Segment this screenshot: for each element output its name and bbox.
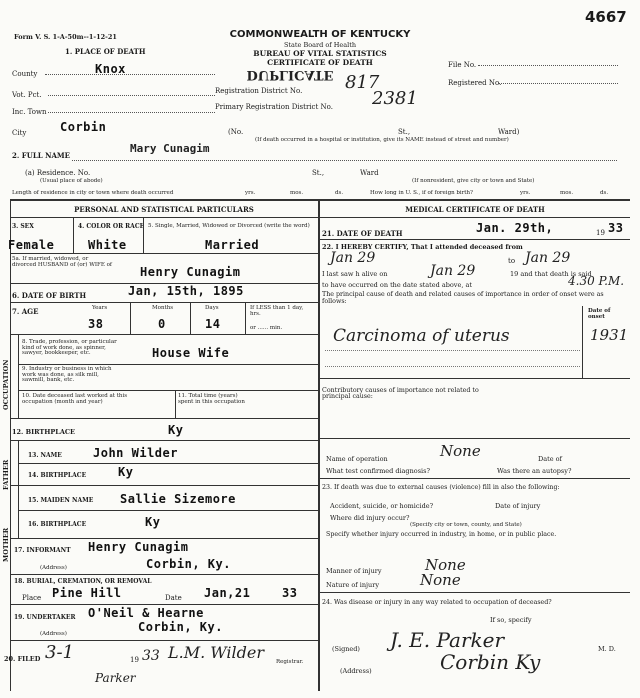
rule-15 (10, 604, 318, 605)
rule-r-cause1 (325, 350, 580, 351)
marital-value: Married (205, 238, 260, 252)
sex-value: Female (8, 238, 55, 252)
contributory-label: Contributory causes of importance not related to principal cause: (322, 387, 479, 401)
spouse-value: Henry Cunagim (140, 265, 241, 279)
filed-value: 3-1 (45, 642, 74, 663)
manner-value: None (425, 556, 466, 574)
st-label: St., (398, 128, 411, 136)
rule-r6 (320, 592, 630, 593)
left-border (10, 199, 11, 691)
external-label: 23. If death was due to external causes (violence) fill in also the following: (322, 484, 560, 491)
burial-date-value: Jan,21 (204, 586, 251, 600)
color-label: 4. COLOR OR RACE (78, 223, 145, 230)
inc-town-line (48, 112, 215, 113)
residence-label: (a) Residence. No. (25, 169, 91, 177)
md-label: M. D. (598, 645, 616, 653)
if-so-label: If so, specify (490, 616, 532, 624)
nature-label: Nature of injury (326, 581, 380, 589)
operation-value: None (440, 442, 481, 460)
full-name-label: 2. FULL NAME (12, 151, 71, 160)
bureau-heading: BUREAU OF VITAL STATISTICS (253, 49, 387, 58)
filed-year-value: 33 (142, 648, 160, 664)
ward2-label: Ward (360, 169, 379, 177)
how-long-ds: ds. (600, 190, 609, 196)
attended-to-value: Jan 29 (525, 250, 571, 266)
rule-10 (18, 463, 318, 464)
signed-label: (Signed) (332, 645, 360, 653)
length-ds: ds. (335, 190, 344, 196)
file-no-label: File No. (448, 61, 477, 69)
father-birthplace-value: Ky (118, 465, 134, 479)
file-no-line (478, 65, 618, 66)
rule-r4 (320, 438, 630, 439)
birthplace-14-label: 14. BIRTHPLACE (28, 472, 87, 479)
birthplace-value: Ky (168, 423, 184, 437)
disease-24-label: 24. Was disease or injury in any way related to occupation of deceased? (322, 599, 552, 606)
age-months-value: 0 (158, 317, 166, 331)
vot-pct-line (48, 95, 215, 96)
occupation-side-label: OCCUPATION (2, 359, 10, 410)
rule-r3 (320, 378, 630, 379)
principal-label: The principal cause of death and related causes of importance in order of onset were as follows: (322, 291, 604, 306)
mother-side-label: MOTHER (2, 527, 10, 562)
days-label: Days (205, 305, 219, 311)
nature-value: None (420, 571, 461, 589)
personal-header: PERSONAL AND STATISTICAL PARTICULARS (74, 205, 254, 214)
inc-town-label: Inc. Town (12, 108, 47, 116)
marital-label: 5. Single, Married, Widowed or Divorced (write the word) (148, 223, 310, 229)
informant-address-value: Corbin, Ky. (146, 557, 231, 571)
informant-label: 17. INFORMANT (14, 547, 71, 554)
county-label: County (12, 70, 38, 78)
burial-year-value: 33 (282, 586, 298, 600)
operation-label: Name of operation (326, 455, 388, 463)
city-value: Corbin (60, 120, 107, 134)
rule-11 (10, 485, 318, 486)
rule-v3 (130, 302, 131, 334)
rule-v4 (190, 302, 191, 334)
occupation-8-label: 8. Trade, profession, or particular kind of work done, as spinner, sawyer, bookkeeper, etc. (22, 339, 117, 356)
dob-label: 6. DATE OF BIRTH (12, 291, 87, 300)
full-name-value: Mary Cunagim (130, 142, 210, 155)
where-injury-label: Where did injury occur? (330, 514, 410, 522)
county-line (45, 74, 215, 75)
dob-value: Jan, 15th, 1895 (128, 284, 244, 298)
burial-place-value: Pine Hill (52, 586, 122, 600)
registered-no-label: Registered No. (448, 79, 502, 87)
below-signature: Parker (95, 671, 136, 685)
hospital-note: (If death occurred in a hospital or institution, give its NAME instead of street and number) (255, 137, 509, 143)
doctor-signature: J. E. Parker (390, 628, 505, 652)
last-saw-value: Jan 29 (430, 263, 476, 279)
rule-1 (10, 217, 318, 218)
registered-no-line (498, 83, 618, 84)
father-name-value: John Wilder (93, 446, 178, 460)
rule-v2 (143, 217, 144, 253)
age-years-value: 38 (88, 317, 104, 331)
rule-v5 (245, 302, 246, 334)
vot-pct-label: Vot. Pct. (12, 91, 42, 99)
nonresident-note: (If nonresident, give city or town and State) (412, 178, 535, 184)
rule-12 (18, 510, 318, 511)
doctor-address-value: Corbin Ky (440, 650, 541, 674)
rule-14 (10, 574, 318, 575)
years-label: Years (92, 305, 108, 311)
burial-label: 18. BURIAL, CREMATION, OR REMOVAL (14, 578, 152, 585)
rule-r-onset (582, 306, 583, 378)
date-onset-label: Date of onset (588, 308, 611, 320)
certify-label: 22. I HEREBY CERTIFY, That I attended deceased from (322, 243, 523, 251)
duplicate-stamp: DUPLICATE (246, 67, 334, 82)
attended-from-value: Jan 29 (330, 250, 376, 266)
rule-v1 (73, 217, 74, 253)
occupation-9-label: 9. Industry or business in which work was done, as silk mill, sawmill, bank, etc. (22, 366, 112, 383)
rule-4 (10, 302, 318, 303)
name-13-label: 13. NAME (28, 452, 62, 459)
sex-label: 3. SEX (12, 223, 34, 230)
rule-v7 (175, 390, 176, 418)
rule-8 (10, 418, 318, 419)
ward-label: Ward) (498, 128, 520, 136)
color-value: White (88, 238, 127, 252)
registration-no-value: 817 (345, 72, 380, 93)
length-yrs: yrs. (245, 190, 256, 196)
mother-birthplace-value: Ky (145, 515, 161, 529)
rule-5 (10, 334, 318, 335)
age-label: 7. AGE (12, 307, 39, 316)
specify-label: Specify whether injury occurred in industry, in home, or in public place. (326, 531, 557, 538)
undertaker-address-label: (Address) (40, 631, 67, 637)
form-number: Form V. S. 1-A-50m--1-12-21 (14, 33, 117, 41)
medical-header: MEDICAL CERTIFICATE OF DEATH (405, 205, 545, 214)
full-name-line (72, 160, 617, 161)
occupation-10-label: 10. Date deceased last worked at this occupation (month and year) (22, 393, 128, 405)
rule-r5 (320, 478, 630, 479)
registration-district-label: Registration District No. (215, 87, 303, 95)
cause-value: Carcinoma of uterus (333, 326, 510, 346)
time-value: 4.30 P.M. (568, 274, 625, 288)
filed-label: 20. FILED (4, 655, 41, 663)
date-of-death-label: 21. DATE OF DEATH (322, 229, 403, 238)
mother-maiden-value: Sallie Sizemore (120, 492, 236, 506)
st2-label: St., (312, 169, 325, 177)
where-sub-label: (Specify city or town, county, and State) (410, 522, 522, 528)
rule-16 (10, 640, 318, 641)
less-than-label: If LESS than 1 day, hrs. (250, 305, 304, 317)
certify-to-label: to (508, 257, 516, 265)
autopsy-label: Was there an autopsy? (497, 467, 572, 475)
how-long-yrs: yrs. (520, 190, 531, 196)
date-of-label: Date of (538, 455, 562, 463)
test-label: What test confirmed diagnosis? (326, 467, 430, 475)
rule-r2 (320, 239, 630, 240)
county-value: Knox (95, 62, 126, 76)
length-residence-label: Length of residence in city or town where death occurred (12, 190, 174, 196)
rule-7 (18, 390, 318, 391)
residence-sub: (Usual place of abode) (40, 178, 103, 184)
rule-13 (10, 538, 318, 539)
death-year-prefix: 19 (596, 229, 605, 237)
occurred-label: to have occurred on the date stated above, at (322, 281, 472, 289)
place-label: Place (22, 594, 42, 602)
informant-value: Henry Cunagim (88, 540, 189, 554)
rule-v6 (18, 334, 19, 418)
rule-2 (10, 253, 318, 254)
file-number-stamp: 4667 (585, 8, 627, 26)
maiden-15-label: 15. MAIDEN NAME (28, 497, 94, 504)
informant-address-label: (Address) (40, 565, 67, 571)
age-days-value: 14 (205, 317, 221, 331)
primary-district-label: Primary Registration District No. (215, 103, 333, 111)
filed-year-prefix: 19 (130, 656, 139, 664)
registrar-label: Registrar. (276, 659, 304, 665)
how-long-mos: mos. (560, 190, 574, 196)
doctor-address-label: (Address) (340, 667, 372, 675)
registrar-signature: L.M. Wilder (168, 643, 265, 662)
certificate-heading: CERTIFICATE OF DEATH (267, 58, 373, 67)
spouse-label: 5a. If married, widowed, or divorced HUSBAND of (or) WIFE of (12, 256, 112, 268)
place-of-death-label: 1. PLACE OF DEATH (65, 47, 146, 56)
last-saw-label: I last saw h alive on (322, 270, 388, 278)
top-rule (10, 199, 630, 201)
rule-r1 (320, 217, 630, 218)
rule-v8 (18, 440, 19, 538)
death-year-value: 33 (608, 221, 624, 235)
burial-date-label: Date (165, 594, 182, 602)
undertaker-value: O'Neil & Hearne (88, 606, 204, 620)
rule-r-cause2 (325, 366, 580, 367)
death-date-value: Jan. 29th, (476, 221, 554, 235)
commonwealth-heading: COMMONWEALTH OF KENTUCKY (229, 29, 411, 40)
occupation-11-label: 11. Total time (years) spent in this occupation (178, 393, 245, 405)
no-label: (No. (228, 128, 244, 136)
date-injury-label: Date of injury (495, 502, 541, 510)
birthplace-12-label: 12. BIRTHPLACE (12, 428, 76, 436)
death-said-label: 19 and that death is said (510, 270, 592, 278)
rule-9 (10, 440, 318, 441)
board-heading: State Board of Health (283, 41, 357, 49)
rule-6 (18, 364, 318, 365)
primary-no-value: 2381 (372, 88, 418, 109)
undertaker-address-value: Corbin, Ky. (138, 620, 223, 634)
months-label: Months (152, 305, 174, 311)
length-mos: mos. (290, 190, 304, 196)
birthplace-16-label: 16. BIRTHPLACE (28, 521, 87, 528)
city-label: City (12, 129, 27, 137)
onset-value: 1931 (590, 326, 629, 344)
accident-label: Accident, suicide, or homicide? (330, 502, 434, 510)
how-long-label: How long in U. S., if of foreign birth? (370, 190, 473, 196)
father-side-label: FATHER (2, 459, 10, 490)
undertaker-label: 19. UNDERTAKER (14, 614, 76, 621)
occupation-value: House Wife (152, 346, 230, 360)
center-divider (318, 199, 320, 691)
manner-label: Manner of injury (326, 567, 382, 575)
or-min-label: or ...... min. (250, 325, 283, 331)
